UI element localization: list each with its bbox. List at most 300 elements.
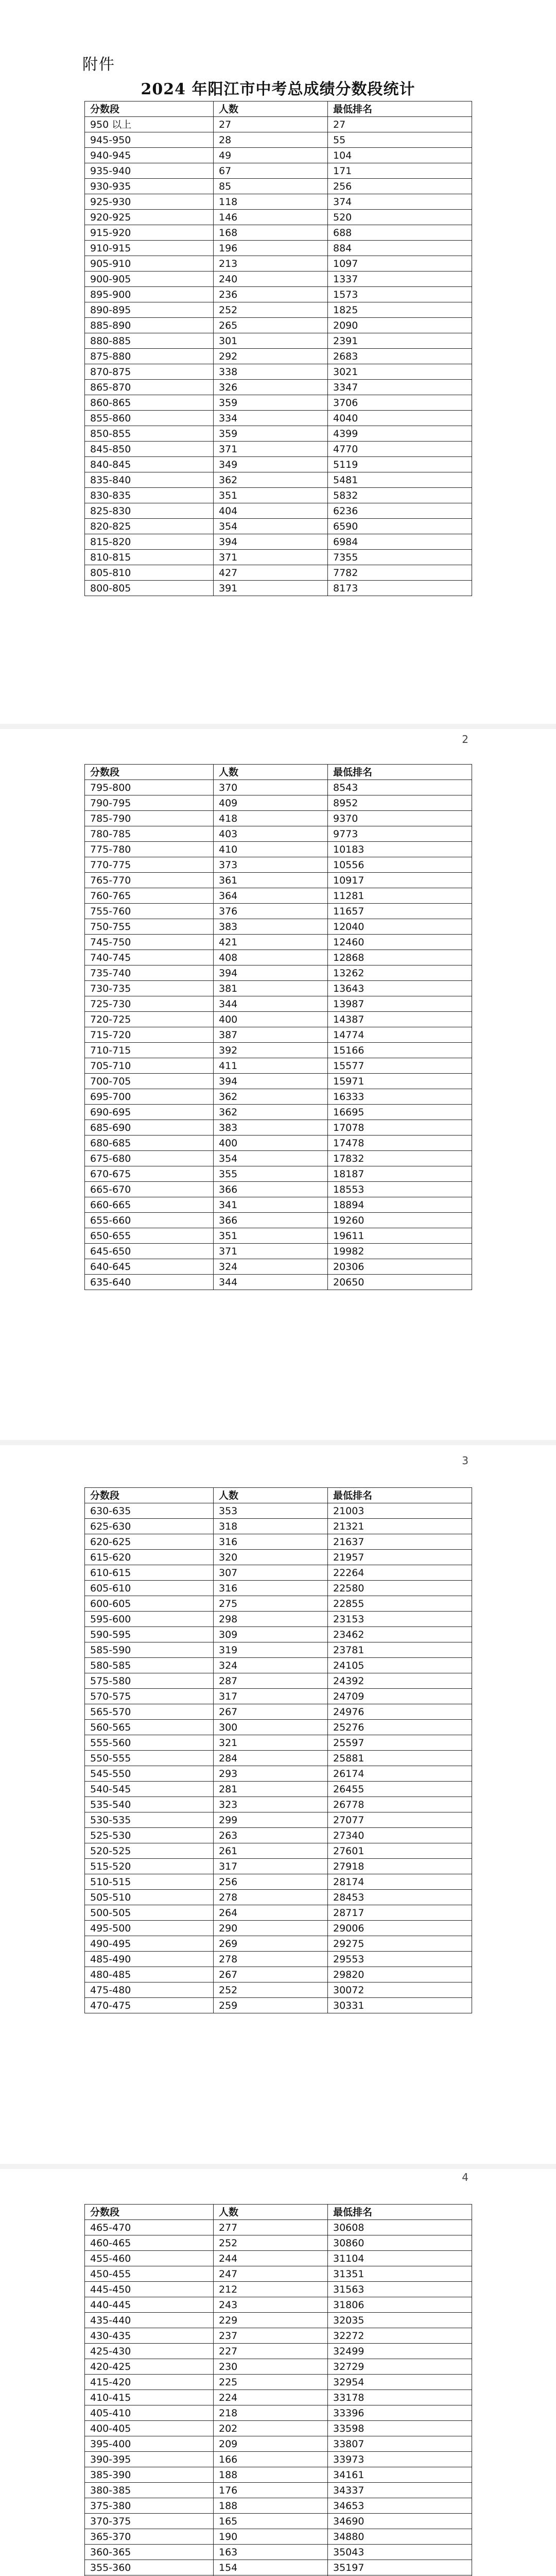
- cell-count: 293: [214, 1766, 328, 1782]
- table-row: [85, 333, 472, 349]
- cell-count: 265: [214, 318, 328, 333]
- cell-lowest-rank: 104: [328, 148, 472, 163]
- table-row: [85, 426, 472, 442]
- cell-score-range: 900-905: [85, 272, 214, 287]
- cell-lowest-rank: 4040: [328, 411, 472, 426]
- cell-score-range: 865-870: [85, 380, 214, 395]
- table-row: [85, 1797, 472, 1812]
- cell-count: 300: [214, 1720, 328, 1735]
- table-row: [85, 2220, 472, 2235]
- cell-score-range: 545-550: [85, 1766, 214, 1782]
- cell-score-range: 400-405: [85, 2421, 214, 2436]
- cell-lowest-rank: 20650: [328, 1275, 472, 1290]
- cell-score-range: 705-710: [85, 1058, 214, 1074]
- cell-count: 298: [214, 1612, 328, 1627]
- table-body: [85, 1503, 472, 2013]
- table-row: [85, 194, 472, 210]
- cell-lowest-rank: 25276: [328, 1720, 472, 1735]
- cell-lowest-rank: 13262: [328, 965, 472, 981]
- cell-lowest-rank: 12868: [328, 950, 472, 965]
- cell-lowest-rank: 11657: [328, 904, 472, 919]
- cell-count: 344: [214, 1275, 328, 1290]
- table-row: [85, 550, 472, 565]
- table-row: [85, 1043, 472, 1058]
- cell-score-range: 690-695: [85, 1105, 214, 1120]
- cell-lowest-rank: 33598: [328, 2421, 472, 2436]
- cell-count: 366: [214, 1213, 328, 1228]
- cell-lowest-rank: 5832: [328, 488, 472, 503]
- cell-count: 403: [214, 826, 328, 842]
- cell-lowest-rank: 27918: [328, 1859, 472, 1874]
- cell-score-range: 635-640: [85, 1275, 214, 1290]
- cell-count: 381: [214, 981, 328, 996]
- cell-lowest-rank: 17478: [328, 1136, 472, 1151]
- table-row: [85, 519, 472, 534]
- cell-count: 361: [214, 873, 328, 888]
- cell-score-range: 555-560: [85, 1735, 214, 1751]
- cell-count: 370: [214, 780, 328, 795]
- cell-lowest-rank: 17832: [328, 1151, 472, 1166]
- cell-count: 252: [214, 2235, 328, 2251]
- table-row: [85, 1612, 472, 1627]
- cell-count: 240: [214, 272, 328, 287]
- cell-score-range: 510-515: [85, 1874, 214, 1890]
- cell-score-range: 685-690: [85, 1120, 214, 1136]
- cell-count: 354: [214, 519, 328, 534]
- cell-lowest-rank: 29275: [328, 1936, 472, 1952]
- table-row: [85, 1596, 472, 1612]
- table-row: [85, 2282, 472, 2297]
- cell-lowest-rank: 8173: [328, 581, 472, 596]
- document-page-1: [0, 0, 556, 724]
- table-row: [85, 225, 472, 241]
- cell-lowest-rank: 29553: [328, 1952, 472, 1967]
- cell-count: 188: [214, 2498, 328, 2514]
- cell-lowest-rank: 5481: [328, 472, 472, 488]
- score-table-page-3: [84, 1487, 472, 2013]
- table-row: [85, 2390, 472, 2405]
- cell-score-range: 715-720: [85, 1027, 214, 1043]
- document-page-4: [0, 2169, 556, 2576]
- cell-lowest-rank: 25881: [328, 1751, 472, 1766]
- table-row: [85, 1967, 472, 1982]
- cell-lowest-rank: 34161: [328, 2467, 472, 2483]
- cell-score-range: 565-570: [85, 1704, 214, 1720]
- cell-score-range: 505-510: [85, 1890, 214, 1905]
- cell-score-range: 470-475: [85, 1998, 214, 2013]
- table-row: [85, 780, 472, 795]
- cell-score-range: 895-900: [85, 287, 214, 302]
- table-row: [85, 888, 472, 904]
- cell-count: 362: [214, 1089, 328, 1105]
- cell-score-range: 790-795: [85, 795, 214, 811]
- cell-score-range: 775-780: [85, 842, 214, 857]
- cell-count: 317: [214, 1859, 328, 1874]
- cell-lowest-rank: 4770: [328, 442, 472, 457]
- cell-score-range: 550-555: [85, 1751, 214, 1766]
- cell-lowest-rank: 6236: [328, 503, 472, 519]
- cell-lowest-rank: 27: [328, 117, 472, 132]
- table-row: [85, 1166, 472, 1182]
- cell-score-range: 750-755: [85, 919, 214, 935]
- table-row: [85, 1182, 472, 1197]
- cell-score-range: 615-620: [85, 1550, 214, 1565]
- cell-lowest-rank: 171: [328, 163, 472, 179]
- cell-count: 338: [214, 364, 328, 380]
- cell-score-range: 640-645: [85, 1259, 214, 1275]
- table-row: [85, 2405, 472, 2421]
- cell-count: 154: [214, 2560, 328, 2575]
- cell-lowest-rank: 19611: [328, 1228, 472, 1244]
- table-header-row: [85, 1488, 472, 1503]
- table-row: [85, 1812, 472, 1828]
- cell-count: 427: [214, 565, 328, 581]
- cell-score-range: 830-835: [85, 488, 214, 503]
- table-header-row: [85, 101, 472, 117]
- cell-score-range: 360-365: [85, 2545, 214, 2560]
- cell-count: 354: [214, 1151, 328, 1166]
- cell-count: 317: [214, 1689, 328, 1704]
- cell-count: 67: [214, 163, 328, 179]
- cell-lowest-rank: 884: [328, 241, 472, 256]
- cell-score-range: 525-530: [85, 1828, 214, 1843]
- table-row: [85, 2344, 472, 2359]
- table-row: [85, 1012, 472, 1027]
- table-row: [85, 1089, 472, 1105]
- cell-lowest-rank: 18894: [328, 1197, 472, 1213]
- table-row: [85, 1936, 472, 1952]
- cell-score-range: 540-545: [85, 1782, 214, 1797]
- table-row: [85, 2251, 472, 2266]
- cell-score-range: 660-665: [85, 1197, 214, 1213]
- cell-lowest-rank: 33396: [328, 2405, 472, 2421]
- cell-lowest-rank: 26174: [328, 1766, 472, 1782]
- cell-score-range: 415-420: [85, 2375, 214, 2390]
- cell-count: 316: [214, 1581, 328, 1596]
- cell-count: 244: [214, 2251, 328, 2266]
- table-row: [85, 179, 472, 194]
- score-table-page-4: [84, 2204, 472, 2576]
- cell-lowest-rank: 9370: [328, 811, 472, 826]
- cell-lowest-rank: 19982: [328, 1244, 472, 1259]
- header-lowest-rank: 最低排名: [328, 765, 472, 780]
- table-row: [85, 1673, 472, 1689]
- cell-lowest-rank: 28717: [328, 1905, 472, 1921]
- table-row: [85, 1058, 472, 1074]
- cell-score-range: 735-740: [85, 965, 214, 981]
- table-row: [85, 1905, 472, 1921]
- cell-score-range: 925-930: [85, 194, 214, 210]
- cell-count: 146: [214, 210, 328, 225]
- cell-lowest-rank: 29006: [328, 1921, 472, 1936]
- cell-lowest-rank: 32272: [328, 2328, 472, 2344]
- header-score-range: 分数段: [85, 765, 214, 780]
- cell-score-range: 590-595: [85, 1627, 214, 1642]
- table-row: [85, 1998, 472, 2013]
- cell-lowest-rank: 25597: [328, 1735, 472, 1751]
- table-row: [85, 132, 472, 148]
- cell-count: 202: [214, 2421, 328, 2436]
- cell-score-range: 605-610: [85, 1581, 214, 1596]
- cell-lowest-rank: 34653: [328, 2498, 472, 2514]
- cell-score-range: 380-385: [85, 2483, 214, 2498]
- table-body: [85, 117, 472, 596]
- cell-lowest-rank: 30072: [328, 1982, 472, 1998]
- cell-score-range: 850-855: [85, 426, 214, 442]
- table-row: [85, 2436, 472, 2452]
- cell-lowest-rank: 24105: [328, 1658, 472, 1673]
- cell-lowest-rank: 2683: [328, 349, 472, 364]
- cell-score-range: 860-865: [85, 395, 214, 411]
- cell-lowest-rank: 17078: [328, 1120, 472, 1136]
- cell-count: 387: [214, 1027, 328, 1043]
- cell-score-range: 780-785: [85, 826, 214, 842]
- cell-lowest-rank: 26778: [328, 1797, 472, 1812]
- table-body: [85, 2220, 472, 2576]
- cell-count: 307: [214, 1565, 328, 1581]
- cell-score-range: 440-445: [85, 2297, 214, 2313]
- cell-lowest-rank: 32729: [328, 2359, 472, 2375]
- cell-score-range: 765-770: [85, 873, 214, 888]
- cell-score-range: 910-915: [85, 241, 214, 256]
- cell-count: 85: [214, 179, 328, 194]
- cell-count: 366: [214, 1182, 328, 1197]
- cell-score-range: 710-715: [85, 1043, 214, 1058]
- cell-score-range: 520-525: [85, 1843, 214, 1859]
- cell-lowest-rank: 31806: [328, 2297, 472, 2313]
- table-row: [85, 1843, 472, 1859]
- cell-count: 309: [214, 1627, 328, 1642]
- cell-lowest-rank: 35043: [328, 2545, 472, 2560]
- table-row: [85, 1859, 472, 1874]
- table-row: [85, 2467, 472, 2483]
- cell-count: 166: [214, 2452, 328, 2467]
- cell-score-range: 570-575: [85, 1689, 214, 1704]
- cell-count: 341: [214, 1197, 328, 1213]
- cell-score-range: 535-540: [85, 1797, 214, 1812]
- cell-score-range: 390-395: [85, 2452, 214, 2467]
- cell-lowest-rank: 256: [328, 179, 472, 194]
- header-lowest-rank: 最低排名: [328, 1488, 472, 1503]
- cell-score-range: 930-935: [85, 179, 214, 194]
- cell-lowest-rank: 19260: [328, 1213, 472, 1228]
- cell-count: 229: [214, 2313, 328, 2328]
- cell-count: 344: [214, 996, 328, 1012]
- cell-lowest-rank: 14387: [328, 1012, 472, 1027]
- document-page-3: [0, 1445, 556, 2164]
- table-row: [85, 1550, 472, 1565]
- cell-score-range: 740-745: [85, 950, 214, 965]
- cell-score-range: 500-505: [85, 1905, 214, 1921]
- table-row: [85, 1074, 472, 1089]
- cell-score-range: 835-840: [85, 472, 214, 488]
- cell-lowest-rank: 33178: [328, 2390, 472, 2405]
- cell-count: 168: [214, 225, 328, 241]
- cell-score-range: 365-370: [85, 2529, 214, 2545]
- table-row: [85, 364, 472, 380]
- cell-score-range: 490-495: [85, 1936, 214, 1952]
- cell-score-range: 530-535: [85, 1812, 214, 1828]
- cell-lowest-rank: 24709: [328, 1689, 472, 1704]
- table-row: [85, 1519, 472, 1534]
- cell-lowest-rank: 27077: [328, 1812, 472, 1828]
- page-number: 3: [462, 1454, 468, 1467]
- cell-count: 230: [214, 2359, 328, 2375]
- cell-score-range: 840-845: [85, 457, 214, 472]
- cell-lowest-rank: 32499: [328, 2344, 472, 2359]
- cell-count: 301: [214, 333, 328, 349]
- cell-lowest-rank: 520: [328, 210, 472, 225]
- table-row: [85, 1120, 472, 1136]
- cell-count: 261: [214, 1843, 328, 1859]
- cell-count: 404: [214, 503, 328, 519]
- cell-score-range: 945-950: [85, 132, 214, 148]
- cell-score-range: 935-940: [85, 163, 214, 179]
- cell-lowest-rank: 27340: [328, 1828, 472, 1843]
- table-row: [85, 2452, 472, 2467]
- cell-count: 324: [214, 1658, 328, 1673]
- cell-score-range: 495-500: [85, 1921, 214, 1936]
- cell-lowest-rank: 1097: [328, 256, 472, 272]
- table-row: [85, 272, 472, 287]
- cell-lowest-rank: 23153: [328, 1612, 472, 1627]
- table-row: [85, 457, 472, 472]
- cell-score-range: 455-460: [85, 2251, 214, 2266]
- cell-lowest-rank: 2090: [328, 318, 472, 333]
- cell-count: 256: [214, 1874, 328, 1890]
- cell-score-range: 825-830: [85, 503, 214, 519]
- table-row: [85, 1105, 472, 1120]
- cell-count: 209: [214, 2436, 328, 2452]
- cell-count: 284: [214, 1751, 328, 1766]
- cell-score-range: 700-705: [85, 1074, 214, 1089]
- cell-score-range: 680-685: [85, 1136, 214, 1151]
- cell-score-range: 465-470: [85, 2220, 214, 2235]
- table-row: [85, 380, 472, 395]
- cell-count: 267: [214, 1704, 328, 1720]
- table-row: [85, 1259, 472, 1275]
- header-count: 人数: [214, 2205, 328, 2220]
- cell-score-range: 460-465: [85, 2235, 214, 2251]
- cell-count: 321: [214, 1735, 328, 1751]
- cell-score-range: 385-390: [85, 2467, 214, 2483]
- cell-lowest-rank: 11281: [328, 888, 472, 904]
- cell-score-range: 760-765: [85, 888, 214, 904]
- table-row: [85, 395, 472, 411]
- cell-score-range: 920-925: [85, 210, 214, 225]
- cell-count: 118: [214, 194, 328, 210]
- cell-count: 323: [214, 1797, 328, 1812]
- table-row: [85, 1027, 472, 1043]
- cell-lowest-rank: 33807: [328, 2436, 472, 2452]
- cell-count: 278: [214, 1890, 328, 1905]
- cell-count: 278: [214, 1952, 328, 1967]
- cell-score-range: 560-565: [85, 1720, 214, 1735]
- cell-count: 383: [214, 919, 328, 935]
- table-row: [85, 1720, 472, 1735]
- cell-score-range: 940-945: [85, 148, 214, 163]
- cell-score-range: 480-485: [85, 1967, 214, 1982]
- table-row: [85, 2375, 472, 2390]
- cell-count: 292: [214, 349, 328, 364]
- table-row: [85, 2483, 472, 2498]
- attachment-label: 附件: [82, 56, 115, 74]
- cell-lowest-rank: 22264: [328, 1565, 472, 1581]
- cell-count: 267: [214, 1967, 328, 1982]
- cell-lowest-rank: 7355: [328, 550, 472, 565]
- table-row: [85, 534, 472, 550]
- cell-count: 324: [214, 1259, 328, 1275]
- cell-score-range: 420-425: [85, 2359, 214, 2375]
- cell-count: 394: [214, 1074, 328, 1089]
- cell-count: 355: [214, 1166, 328, 1182]
- cell-score-range: 730-735: [85, 981, 214, 996]
- cell-lowest-rank: 30331: [328, 1998, 472, 2013]
- cell-score-range: 485-490: [85, 1952, 214, 1967]
- cell-lowest-rank: 2391: [328, 333, 472, 349]
- table-row: [85, 581, 472, 596]
- table-row: [85, 965, 472, 981]
- cell-score-range: 805-810: [85, 565, 214, 581]
- cell-count: 281: [214, 1782, 328, 1797]
- cell-count: 188: [214, 2467, 328, 2483]
- cell-score-range: 450-455: [85, 2266, 214, 2282]
- cell-score-range: 355-360: [85, 2560, 214, 2575]
- cell-count: 391: [214, 581, 328, 596]
- cell-score-range: 845-850: [85, 442, 214, 457]
- cell-count: 196: [214, 241, 328, 256]
- cell-count: 359: [214, 395, 328, 411]
- cell-lowest-rank: 23781: [328, 1642, 472, 1658]
- cell-count: 225: [214, 2375, 328, 2390]
- page-title: 2024 年阳江市中考总成绩分数段统计: [141, 80, 415, 98]
- cell-count: 373: [214, 857, 328, 873]
- cell-count: 163: [214, 2545, 328, 2560]
- cell-score-range: 515-520: [85, 1859, 214, 1874]
- cell-lowest-rank: 8952: [328, 795, 472, 811]
- cell-count: 411: [214, 1058, 328, 1074]
- cell-count: 392: [214, 1043, 328, 1058]
- cell-lowest-rank: 3347: [328, 380, 472, 395]
- page-number: 4: [462, 2171, 468, 2183]
- cell-lowest-rank: 24392: [328, 1673, 472, 1689]
- table-row: [85, 1952, 472, 1967]
- cell-score-range: 580-585: [85, 1658, 214, 1673]
- cell-score-range: 675-680: [85, 1151, 214, 1166]
- cell-score-range: 445-450: [85, 2282, 214, 2297]
- cell-lowest-rank: 1337: [328, 272, 472, 287]
- cell-lowest-rank: 16333: [328, 1089, 472, 1105]
- cell-lowest-rank: 16695: [328, 1105, 472, 1120]
- cell-lowest-rank: 3706: [328, 395, 472, 411]
- cell-lowest-rank: 33973: [328, 2452, 472, 2467]
- table-row: [85, 1982, 472, 1998]
- cell-count: 27: [214, 117, 328, 132]
- cell-count: 275: [214, 1596, 328, 1612]
- cell-lowest-rank: 12040: [328, 919, 472, 935]
- cell-count: 334: [214, 411, 328, 426]
- cell-score-range: 630-635: [85, 1503, 214, 1519]
- cell-score-range: 670-675: [85, 1166, 214, 1182]
- cell-count: 326: [214, 380, 328, 395]
- header-lowest-rank: 最低排名: [328, 2205, 472, 2220]
- cell-lowest-rank: 30608: [328, 2220, 472, 2235]
- table-row: [85, 302, 472, 318]
- cell-score-range: 425-430: [85, 2344, 214, 2359]
- table-row: [85, 241, 472, 256]
- cell-lowest-rank: 31351: [328, 2266, 472, 2282]
- header-score-range: 分数段: [85, 1488, 214, 1503]
